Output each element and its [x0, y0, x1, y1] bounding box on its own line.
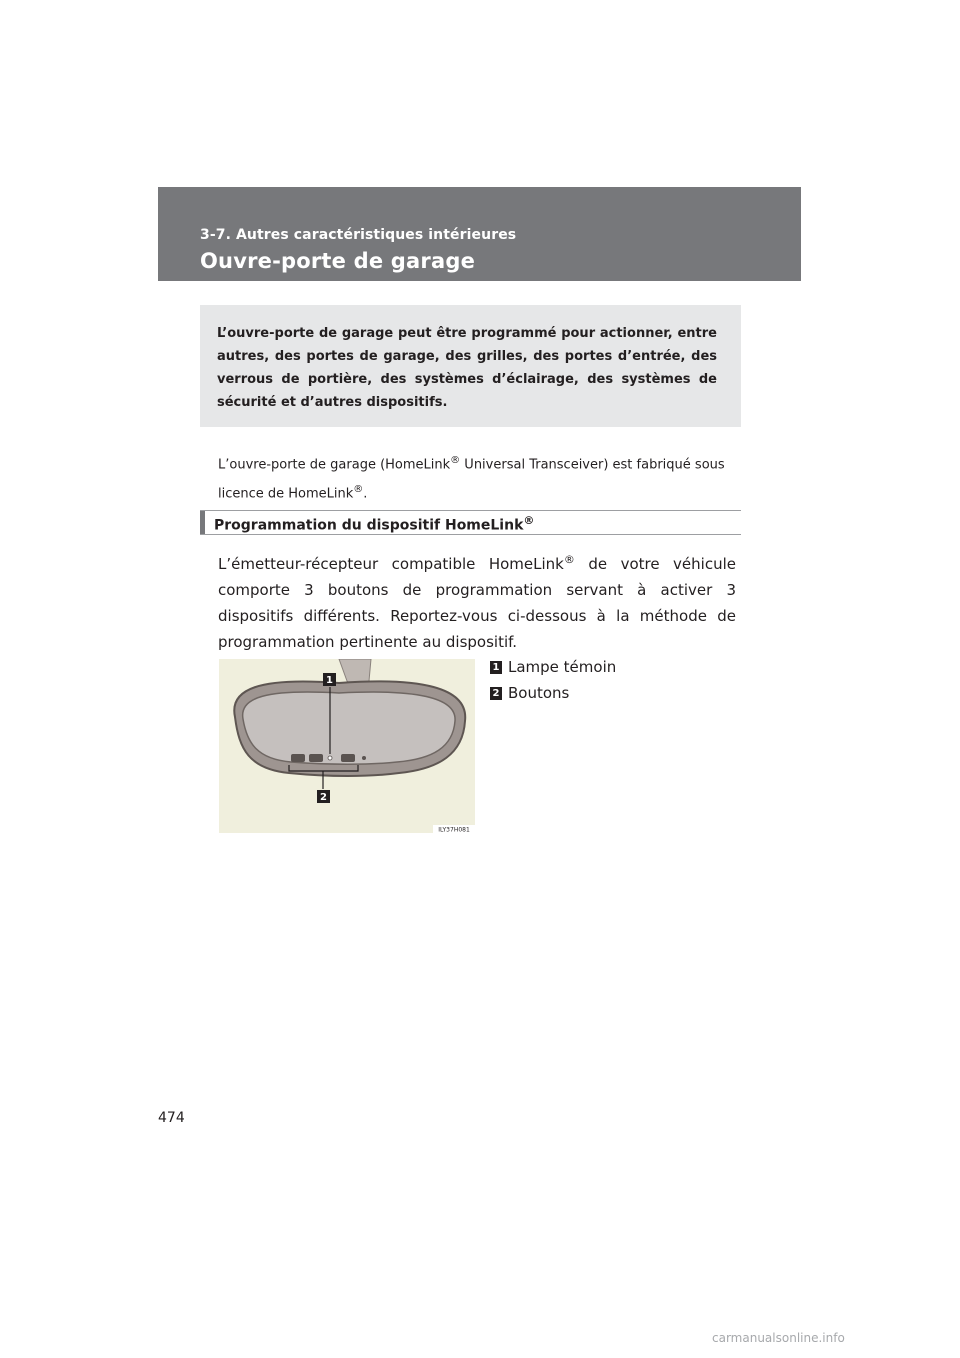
callout-1-number: 1 — [326, 675, 333, 686]
homelink-button-3 — [341, 754, 355, 762]
legend-label: Boutons — [508, 684, 570, 702]
figure-legend — [490, 655, 616, 707]
watermark: carmanualsonline.info — [712, 1331, 845, 1345]
body-text-part1: L’émetteur-récepteur compatible HomeLink — [218, 555, 564, 573]
licence-text-part2: Universal Transceiver) est fabriqué sous licence de HomeLink — [218, 457, 725, 502]
legend-number: 1 — [490, 661, 502, 674]
licence-text-part3: . — [363, 486, 368, 502]
mirror-illustration — [219, 659, 475, 833]
auto-dimming-sensor — [362, 756, 366, 760]
legend-item-buttons — [490, 681, 616, 707]
section-heading-text — [214, 514, 534, 534]
body-text-part2: de votre véhicule comporte 3 boutons de programmation servant à activer 3 dispositifs différents. Reportez-vous ci-dessous à la méthode de programmation pertinente au dispositif. — [218, 555, 736, 651]
legend-number: 2 — [490, 687, 502, 700]
legend-item-indicator-lamp — [490, 655, 616, 681]
section-heading — [200, 510, 741, 535]
homelink-button-2 — [309, 754, 323, 762]
page-title: Ouvre-porte de garage — [200, 249, 476, 273]
rearview-mirror-drawing — [219, 659, 475, 833]
registered-mark: ® — [450, 455, 461, 466]
section-heading-bar — [200, 511, 205, 534]
callout-2-number: 2 — [320, 792, 327, 803]
figure-code: ILY37H081 — [438, 826, 470, 833]
intro-box — [200, 305, 741, 427]
legend-label: Lampe témoin — [508, 658, 617, 676]
registered-mark: ® — [353, 484, 364, 496]
licence-text-part1: L’ouvre-porte de garage (HomeLink — [218, 457, 451, 473]
mirror-glass — [243, 692, 455, 764]
homelink-button-1 — [291, 754, 305, 762]
licence-paragraph — [218, 448, 740, 507]
section-label: 3-7. Autres caractéristiques intérieures — [200, 227, 517, 243]
body-paragraph — [218, 547, 736, 655]
page-number: 474 — [158, 1110, 185, 1126]
intro-text: L’ouvre-porte de garage peut être programmé pour actionner, entre autres, des portes de garage, des grilles, des portes d’entrée, des verrous de portière, des systèmes d’éclairage, des systèmes de sécurité et d’autres dispositifs. — [217, 326, 717, 410]
indicator-lamp — [328, 756, 332, 760]
registered-mark: ® — [563, 553, 575, 566]
registered-mark: ® — [523, 514, 535, 527]
chapter-header — [158, 187, 801, 281]
section-heading-label: Programmation du dispositif HomeLink — [214, 517, 524, 534]
